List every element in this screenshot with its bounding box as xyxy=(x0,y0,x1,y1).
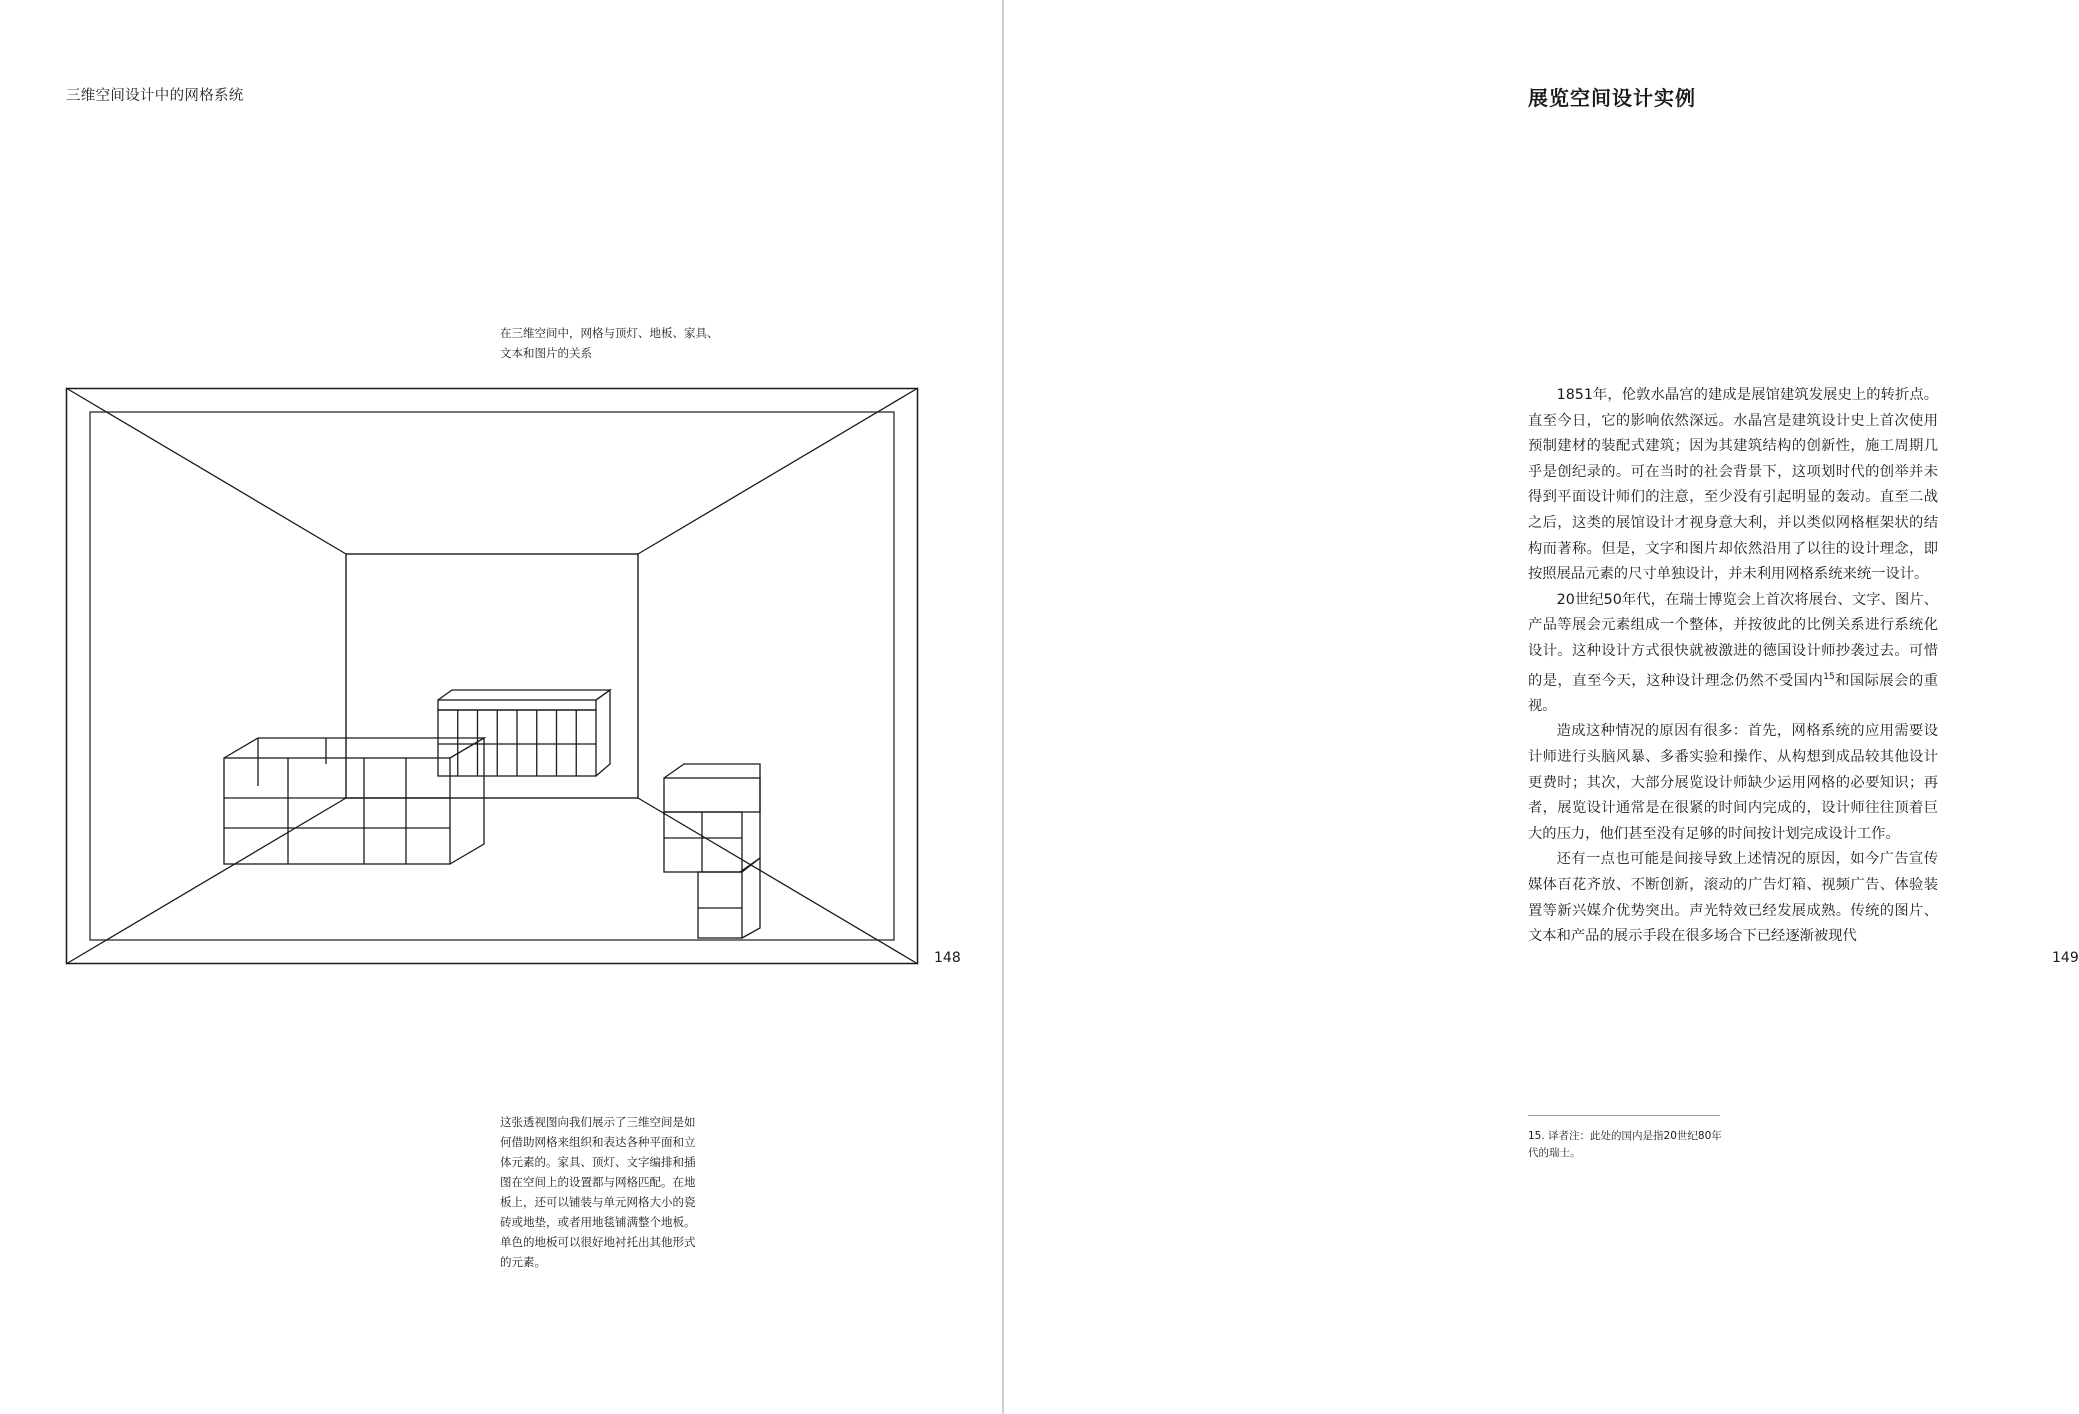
footnote-ref: 15 xyxy=(1823,671,1835,682)
paragraph-2: 20世纪50年代，在瑞士博览会上首次将展台、文字、图片、产品等展会元素组成一个整体，并按彼此的比例关系进行系统化设计。这种设计方式很快就被激进的德国设计师抄袭过去。可惜的是，直至今天，这种设计理念仍然不受国内$^{15}$和国际展会的重视。 xyxy=(1528,591,1938,714)
footnote-rule xyxy=(1528,1115,1720,1116)
room-frame xyxy=(66,388,918,964)
paragraph-4: 还有一点也可能是间接导致上述情况的原因，如今广告宣传媒体百花齐放、不断创新，滚动的广告灯箱、视频广告、体验装置等新兴媒介优势突出。声光特效已经发展成熟。传统的图片、文本和产品的展示手段在很多场合下已经逐渐被现代 xyxy=(1528,851,1938,945)
section-title: 展览空间设计实例 xyxy=(1528,86,1696,110)
footnote: 15. 译者注：此处的国内是指20世纪80年代的瑞士。 xyxy=(1528,1130,1722,1159)
figure-caption-top: 在三维空间中，网格与顶灯、地板、家具、文本和图片的关系 xyxy=(500,326,719,360)
running-head: 三维空间设计中的网格系统 xyxy=(66,88,244,104)
page-number-left: 148 xyxy=(934,950,961,966)
perspective-grid-illustration xyxy=(66,388,918,964)
page-number-right: 149 xyxy=(2052,950,2079,966)
paragraph-3: 造成这种情况的原因有很多：首先，网格系统的应用需要设计师进行头脑风暴、多番实验和操作、从构想到成品较其他设计更费时；其次，大部分展览设计师缺少运用网格的必要知识；再者，展览设计通常是在很紧的时间内完成的，设计师往往顶着巨大的压力，他们甚至没有足够的时间按计划完成设计工作。 xyxy=(1528,723,1938,842)
figure-caption-bottom: 这张透视图向我们展示了三维空间是如何借助网格来组织和表达各种平面和立体元素的。家具、顶灯、文字编排和插图在空间上的设置都与网格匹配。在地板上，还可以铺装与单元网格大小的瓷砖或地垫，或者用地毯铺满整个地板。单色的地板可以很好地衬托出其他形式的元素。 xyxy=(500,1115,696,1269)
body-text xyxy=(1528,383,1938,950)
left-page xyxy=(0,0,1002,1414)
paragraph-1: 1851年，伦敦水晶宫的建成是展馆建筑发展史上的转折点。直至今日，它的影响依然深远。水晶宫是建筑设计史上首次使用预制建材的装配式建筑；因为其建筑结构的创新性，施工周期几乎是创纪录的。可在当时的社会背景下，这项划时代的创举并未得到平面设计师们的注意，至少没有引起明显的轰动。直至二战之后，这类的展馆设计才视身意大利，并以类似网格框架状的结构而著称。但是，文字和图片却依然沿用了以往的设计理念，即按照展品元素的尺寸单独设计，并未利用网格系统来统一设计。 xyxy=(1528,387,1938,583)
